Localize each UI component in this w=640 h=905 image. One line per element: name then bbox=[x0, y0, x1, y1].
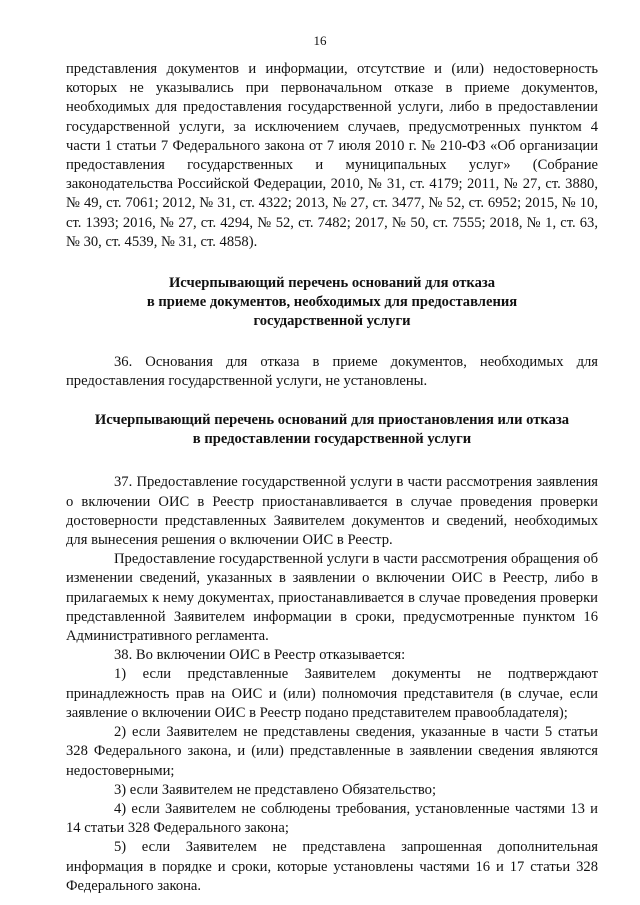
page-number: 16 bbox=[313, 33, 327, 48]
paragraph-intro: представления документов и информации, отсутствие и (или) недостоверность которых не указывались при первоначальном отказе в приеме документов, необходимых для предоставления государственной услуги, либо в предоставлении государственной услуги, за исключением случаев, предусмотренных пунктом 4 части 1 статьи 7 Федерального закона от 7 июля 2010 г. № 210-ФЗ «Об организации предоставления государственных и муниципальных услуг» (Собрание законодательства Российской Федерации, 2010, № 31, ст. 4179; 2011, № 27, ст. 3880, № 49, ст. 7061; 2012, № 31, ст. 4322; 2013, № 27, ст. 3477, № 52, ст. 6952; 2015, № 10, ст. 1393; 2016, № 27, ст. 4294, № 52, ст. 7482; 2017, № 50, ст. 7555; 2018, № 1, ст. 63, № 30, ст. 4539, № 31, ст. 4858). bbox=[66, 61, 598, 250]
heading-line: в предоставлении государственной услуги bbox=[192, 431, 472, 448]
list-item-38-5: 5) если Заявителем не представлена запрошенная дополнительная информация в порядке и сроки, которые установлены частями 16 и 17 статьи 328 Федерального закона. bbox=[66, 839, 598, 894]
heading-line: Исчерпывающий перечень оснований для отказа bbox=[168, 275, 496, 292]
paragraph-37-second: Предоставление государственной услуги в части рассмотрения обращения об изменении сведений, указанных в заявлении о включении ОИС в Реестр, либо в прилагаемых к нему документах, приостанавливается в случае проведения проверки представленной Заявителем информации в сроки, предусмотренные пунктом 16 Административного регламента. bbox=[66, 551, 598, 645]
page-content bbox=[66, 60, 598, 896]
section-heading-suspension-refusal bbox=[66, 411, 598, 449]
paragraph-37: 37. Предоставление государственной услуги в части рассмотрения заявления о включении ОИС в Реестр приостанавливается в случае проведения проверки достоверности представленных Заявителем документов и сведений, необходимых для вынесения решения о включении ОИС в Реестр. bbox=[66, 474, 598, 549]
list-item-38-3: 3) если Заявителем не представлено Обязательство; bbox=[114, 781, 437, 798]
heading-line: в приеме документов, необходимых для предоставления bbox=[146, 294, 518, 311]
paragraph-38: 38. Во включении ОИС в Реестр отказывается: bbox=[114, 647, 406, 664]
heading-line: государственной услуги bbox=[253, 313, 411, 330]
list-item-38-1: 1) если представленные Заявителем документы не подтверждают принадлежность прав на ОИС и (или) полномочия представителя (в случае, если заявление о включении ОИС в Реестр подано представителем правообладателя); bbox=[66, 666, 598, 721]
section-heading-refusal-acceptance bbox=[66, 274, 598, 332]
list-item-38-4: 4) если Заявителем не соблюдены требования, установленные частями 13 и 14 статьи 328 Федерального закона; bbox=[66, 800, 598, 837]
list-item-38-2: 2) если Заявителем не представлены сведения, указанные в части 5 статьи 328 Федерального закона, и (или) представленные в заявлении сведения являются недостоверными; bbox=[66, 724, 598, 779]
paragraph-36: 36. Основания для отказа в приеме документов, необходимых для предоставления государственной услуги, не установлены. bbox=[66, 353, 598, 389]
heading-line: Исчерпывающий перечень оснований для приостановления или отказа bbox=[94, 412, 570, 429]
